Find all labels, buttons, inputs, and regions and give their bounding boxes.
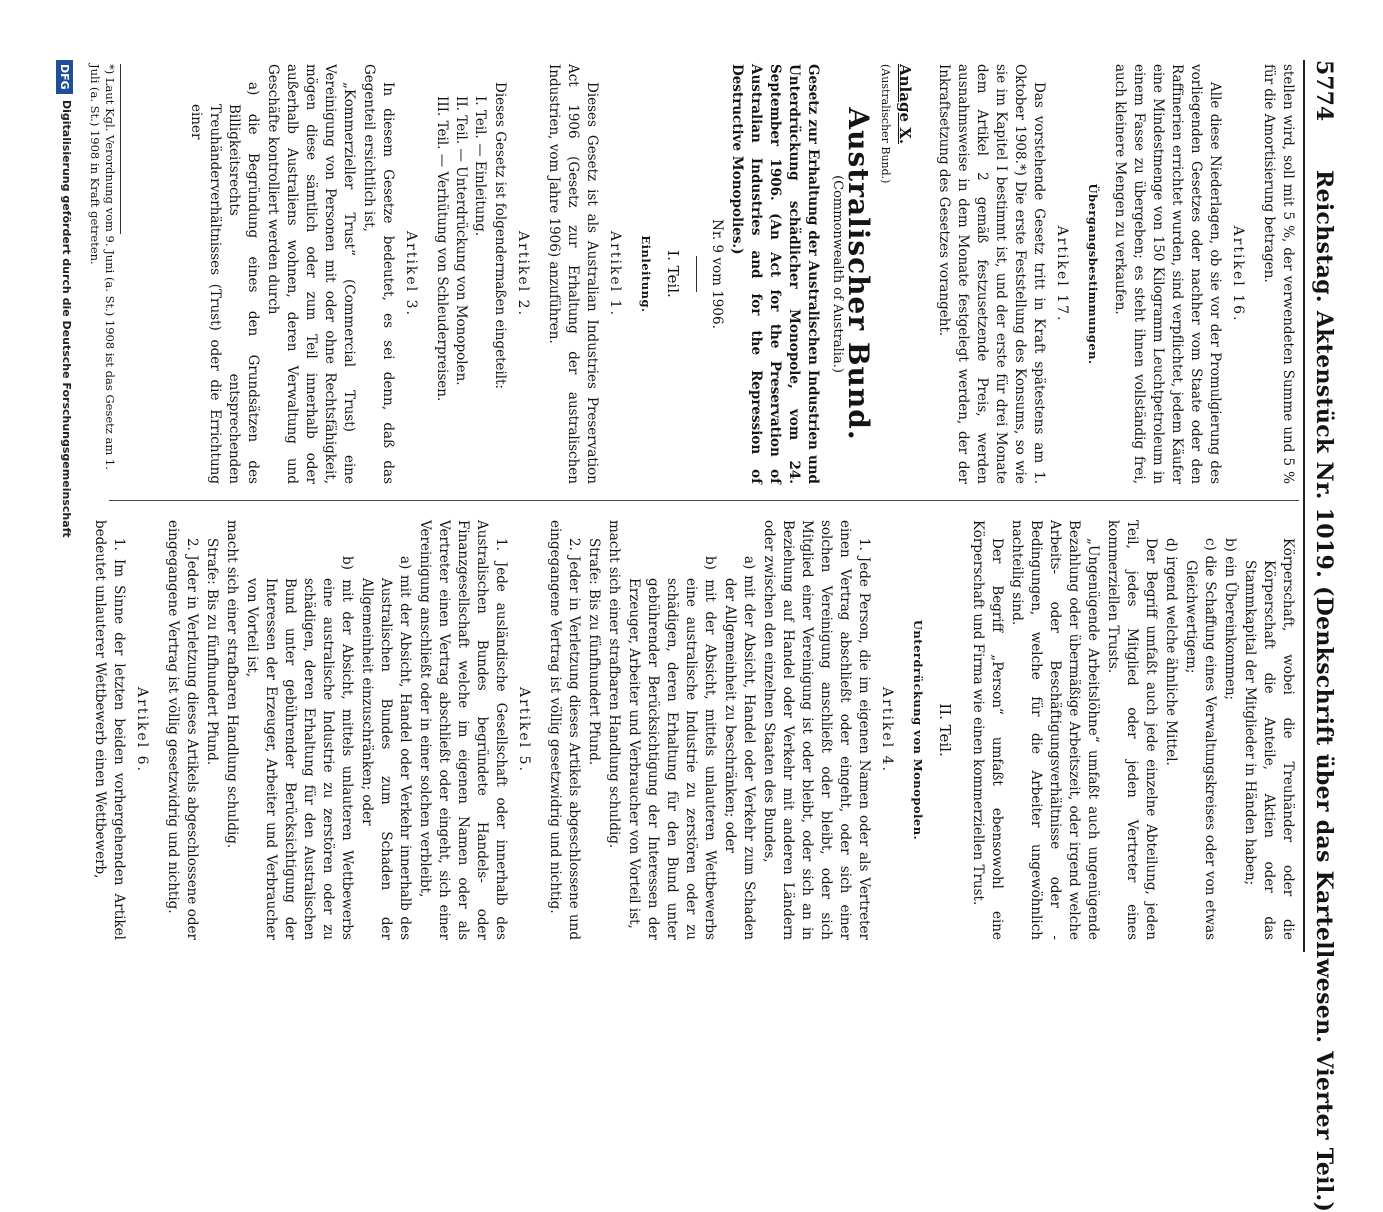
- left-column: [185, 64, 1297, 484]
- section-dash: [696, 256, 697, 292]
- article-3-intro: In diesem Gesetze bedeutet, es sei denn, daß das Gegenteil ersichtlich ist,: [361, 64, 396, 484]
- article-5-penalty: Strafe: Bis zu fünfhundert Pfund.: [204, 538, 220, 766]
- article-6-title: Artikel 6.: [134, 687, 150, 773]
- article-5-paragraph-2: 2. Jeder in Verletzung dieses Artikels abgeschlossene oder eingegangene Vertrag ist völlig gesetzwidrig und nichtig.: [165, 520, 200, 940]
- article-4-guilty: macht sich einer strafbaren Handlung schuldig.: [606, 520, 622, 849]
- column-divider: [109, 500, 1299, 501]
- article-4-item-b: b) mit der Absicht, mittels unlauteren Wettbewerbs eine australische Industrie zu zerstören oder zu schädigen, deren Erhaltung für den Bund unter gebührender Berücksichtigung der Interessen der Erzeuger, Arbeiter und Verbraucher von Vorteil ist,: [626, 556, 718, 940]
- article-17-text: Das vorstehende Gesetz tritt in Kraft spätestens am 1. Oktober 1908.*) Die erste Feststellung des Konsums, so wie sie im Kapitel I bestimmt ist, und der erste für drei Monate dem Artikel 2 gemäß festzusetzende Preis, werden ausnahmsweise in dem Monate festgelegt werden, der der Inkraftsetzung des Gesetzes vorangeht.: [936, 64, 1047, 484]
- list-item: c) die Schaffung eines Verwaltungskreises oder von etwas Gleichwertigem;: [1183, 538, 1218, 940]
- article-5-paragraph-1: 1. Jede ausländische Gesellschaft oder innerhalb des Australischen Bundes begründete Handels- oder Finanzgesellschaft welche im eigenen Namen oder als Vertreter einen Vertrag abschließt oder eingeht, sich einer Vereinigung anschließt oder in einer solchen verbleibt,: [417, 520, 509, 940]
- article-16-title: Artikel 16.: [1230, 225, 1246, 323]
- law-number: Nr. 9 vom 1906.: [709, 219, 725, 329]
- part-1-subtitle: Einleitung.: [639, 235, 653, 313]
- list-item: II. Teil. — Unterdrückung von Monopolen.: [453, 96, 469, 386]
- article-4-paragraph-1: 1. Jede Person, die im eigenen Namen oder als Vertreter einen Vertrag abschließt oder eingeht, oder sich einer solchen Vereinigung anschließt oder bleibt, oder sich Mitglied einer Vereinigung ist oder bleibt, oder sich an in Beziehung auf Handel oder Verkehr mit anderen Ländern oder zwischen den einzelnen Staaten des Bundes,: [761, 520, 872, 940]
- country-english: (Commonwealth of Australia.): [830, 175, 845, 373]
- article-1-text: Dieses Gesetz ist als Australian Industries Preservation Act 1906 (Gesetz zur Erhaltung der australischen Industrien, vom Jahre 1906) anzuführen.: [546, 64, 600, 484]
- article-5-item-a: a) mit der Absicht, Handel oder Verkehr innerhalb des Australischen Bundes zum Schaden der Allgemeinheit einzuschränken; oder: [359, 556, 413, 940]
- article-5-item-b: b) mit der Absicht, mittels unlauteren Wettbewerbs eine australische Industrie zu zerstören oder zu schädigen, deren Erhaltung für den Australischen Bund unter gebührender Berücksichtigung der Interessen der Erzeuger, Arbeiter und Verbraucher von Vorteil ist,: [244, 556, 355, 940]
- article-4-paragraph-2: 2. Jeder in Verletzung dieses Artikels abgeschlossene und eingegangene Vertrag ist völlig gesetzwidrig und nichtig.: [547, 520, 582, 940]
- header-rule: [1303, 60, 1305, 952]
- right-opening-text: Körperschaft, wobei die Treuhänder oder die Körperschaft die Anteile, Aktien oder das Stammkapital der Mitglieder in Händen haben;: [1242, 538, 1296, 940]
- article-4-item-a: a) mit der Absicht, Handel oder Verkehr zum Schaden der Allgemeinheit zu beschränken; oder: [722, 556, 757, 940]
- transition-heading: Übergangsbestimmungen.: [1086, 183, 1100, 365]
- dfg-attribution: [43, 60, 83, 952]
- article-5-guilty: macht sich einer strafbaren Handlung schuldig.: [224, 520, 240, 849]
- part-1-title: I. Teil.: [664, 250, 682, 298]
- article-6-paragraph-1: 1. Im Sinne der letzten beiden vorhergehenden Artikel bedeutet unlauterer Wettbewerb einen Wettbewerb,: [92, 520, 127, 940]
- definition-text: „Ungenügende Arbeitslöhne“ umfaßt auch ungenügende Bezahlung oder übermäßige Arbeitszeit, oder irgend welche Arbeits- oder Beschäftigungsverhältnisse oder -Bedingungen, welche für die Arbeiter ungewöhnlich nachteilig sind.: [1009, 520, 1101, 940]
- article-2-list: [432, 64, 489, 484]
- part-2-subtitle: Unterdrückung von Monopolen.: [911, 619, 925, 841]
- footnote: *) Laut Kgl. Verordnung vom 9. Juni (a. St.) 1908 ist das Gesetz am 1. Juli (a. St.) 1908 in Kraft getreten.: [88, 64, 117, 470]
- article-1-title: Artikel 1.: [607, 231, 623, 317]
- country-title: Australischer Bund.: [842, 107, 875, 441]
- article-5-title: Artikel 5.: [516, 687, 532, 773]
- page-number: 5774: [1311, 60, 1337, 122]
- dfg-logo: DFG: [56, 60, 73, 94]
- running-title: Reichstag. Aktenstück Nr. 1019. (Denkschrift über das Kartellwesen. Vierter Teil.): [1311, 170, 1337, 1212]
- article-16-text: Alle diese Niederlagen, ob sie vor der Promulgierung des vorliegenden Gesetzes oder nachher vom Staate oder den Raffinerien errichtet wurden, sind verpflichtet, jedem Käufer eine Mindestmenge von 150 Kilogramm Leuchtpetroleum in einem Fasse zu übergeben; es steht ihnen vollständig frei, auch kleinere Mengen zu verkaufen.: [1112, 64, 1223, 484]
- definition-text: Der Begriff umfaßt auch jede einzelne Abteilung, jeden Teil, jedes Mitglied oder jeden Vertreter eines kommerziellen Trusts.: [1105, 520, 1159, 940]
- article-2-title: Artikel 2.: [515, 231, 531, 317]
- anlage-title: Anlage X.: [896, 64, 914, 145]
- dfg-attribution-text: Digitalisierung gefördert durch die Deutsche Forschungsgemeinschaft: [60, 100, 73, 538]
- article-3-item-a: a) die Begründung eines den Grundsätzen des Billigkeitsrechts entsprechenden Treuhänderverhältnisses (Trust) oder die Errichtung einer: [188, 82, 261, 484]
- part-2-title: II. Teil.: [936, 703, 954, 757]
- list-item: I. Teil. — Einleitung.: [472, 96, 488, 237]
- article-3-definition: „Kommerzieller Trust“ (Commercial Trust) eine Vereinigung von Personen mit oder ohne Rechtsfähigkeit, mögen diese sämtlich oder zum Teil innerhalb oder außerhalb Australiens wohnen, deren Verwaltung und Geschäfte kontrolliert werden durch: [265, 64, 357, 484]
- list-item: III. Teil. — Verhütung von Schleuderpreisen.: [434, 96, 450, 402]
- article-17-title: Artikel 17.: [1054, 225, 1070, 323]
- article-4-penalty: Strafe: Bis zu fünfhundert Pfund.: [586, 538, 602, 766]
- list-item: b) ein Übereinkommen;: [1222, 538, 1238, 701]
- left-opening-text: stellen wird, soll mit 5 %, der verwendeten Summe und 5 % für die Amortisierung betragen.: [1261, 64, 1296, 484]
- definition-text: Der Begriff „Person“ umfaßt ebensowohl eine Körperschaft und Firma wie einen kommerziellen Trust.: [970, 520, 1005, 940]
- law-title: Gesetz zur Erhaltung der Australischen Industrien und Unterdrückung schädlicher Monopole, vom 24. September 1906. (An Act for the Preservation of Australian Industries and for the Repression of Destructive Monopolies.): [729, 64, 821, 484]
- article-4-title: Artikel 4.: [879, 687, 895, 773]
- list-item: d) irgend welche ähnliche Mittel.: [1163, 538, 1179, 766]
- footnote-rule: [120, 64, 121, 234]
- article-2-text: Dieses Gesetz ist folgendermaßen eingeteilt:: [492, 82, 508, 390]
- article-3-title: Artikel 3.: [403, 231, 419, 317]
- anlage-subtitle: (Australischer Bund.): [879, 64, 892, 184]
- right-column: [89, 520, 1297, 940]
- page-header: [1305, 60, 1343, 1212]
